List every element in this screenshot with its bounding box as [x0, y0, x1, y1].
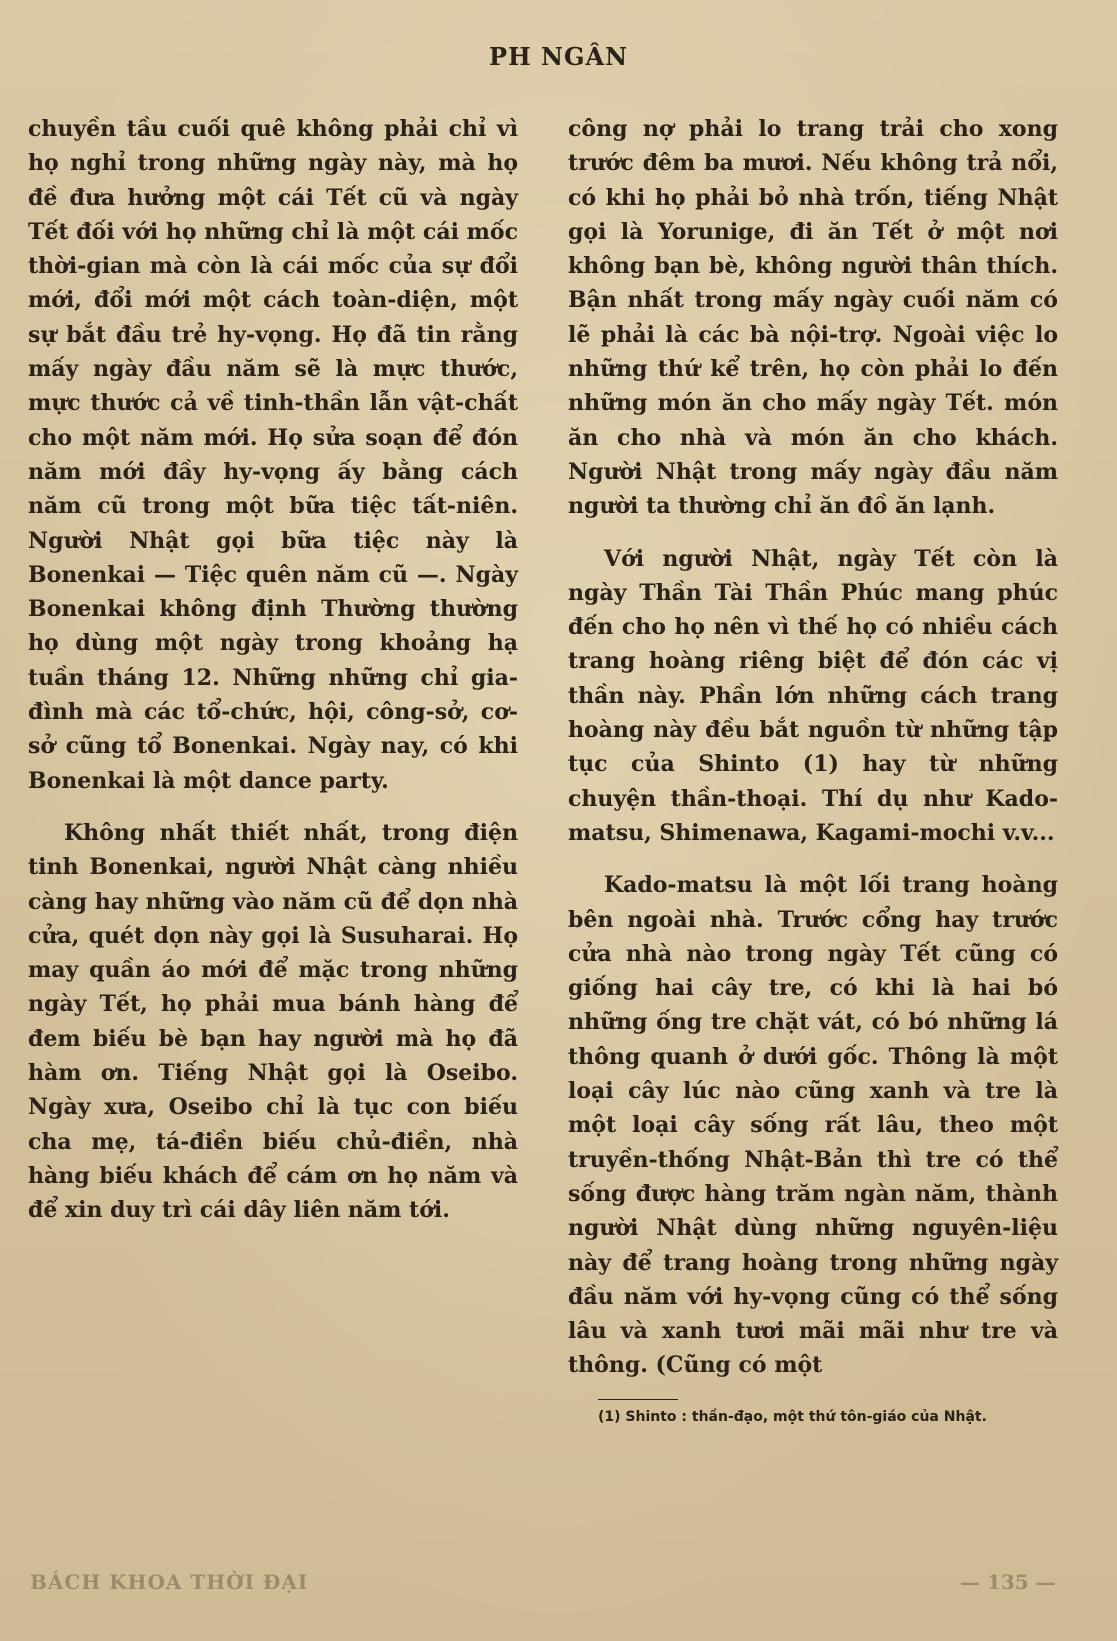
right-column [568, 112, 1058, 1426]
footnote: (1) Shinto : thần-đạo, một thứ tôn-giáo của Nhật. [598, 1408, 987, 1425]
right-paragraph-2: Với người Nhật, ngày Tết còn là ngày Thần Tài Thần Phúc mang phúc đến cho họ nên vì thế họ có nhiều cách trang hoàng riêng biệt để đón các vị thần này. Phần lớn những cách trang hoàng này đều bắt nguồn từ những tập tục của Shinto (1) hay từ những chuyện thần-thoại. Thí dụ như Kado-matsu, Shimenawa, Kagami-mochi v.v... [568, 545, 1058, 846]
page-number: — 135 — [960, 1570, 1056, 1594]
footnote-divider [598, 1399, 678, 1400]
left-paragraph-1: chuyền tầu cuối quê không phải chỉ vì họ nghỉ trong những ngày này, mà họ đề đưa hưởng một cái Tết cũ và ngày Tết đối với họ những chỉ là một cái mốc thời-gian mà còn là cái mốc của sự đổi mới, đổi mới một cách toàn-diện, một sự bắt đầu trẻ hy-vọng. Họ đã tin rằng mấy ngày đầu năm sẽ là mực thước, mực thước cả về tinh-thần lẫn vật-chất cho một năm mới. Họ sửa soạn để đón năm mới đầy hy-vọng ấy bằng cách năm cũ trong một bữa tiệc tất-niên. Người Nhật gọi bữa tiệc này là Bonenkai — Tiệc quên năm cũ —. Ngày Bonenkai không định Thường thường họ dùng một ngày trong khoảng hạ tuần tháng 12. Những những chỉ gia-đình mà các tổ-chức, hội, công-sở, cơ-sở cũng tổ Bonenkai. Ngày nay, có khi Bonenkai là một dance party. [28, 116, 518, 794]
left-column [28, 112, 518, 1228]
right-paragraph-1: công nợ phải lo trang trải cho xong trước đêm ba mươi. Nếu không trả nổi, có khi họ phải bỏ nhà trốn, tiếng Nhật gọi là Yorunige, đi ăn Tết ở một nơi không bạn bè, không người thân thích. Bận nhất trong mấy ngày cuối năm có lẽ phải là các bà nội-trợ. Ngoài việc lo những thứ kể trên, họ còn phải lo đến những món ăn cho mấy ngày Tết. món ăn cho nhà và món ăn cho khách. Người Nhật trong mấy ngày đầu năm người ta thường chỉ ăn đồ ăn lạnh. [568, 116, 1058, 520]
footer-publication: BÁCH KHOA THỜI ĐẠI [30, 1570, 309, 1594]
left-paragraph-2: Không nhất thiết nhất, trong điện tinh Bonenkai, người Nhật càng nhiều càng hay những vào năm cũ để dọn nhà cửa, quét dọn này gọi là Susuharai. Họ may quần áo mới để mặc trong những ngày Tết, họ phải mua bánh hàng để đem biếu bè bạn hay người mà họ đã hàm ơn. Tiếng Nhật gọi là Oseibo. Ngày xưa, Oseibo chỉ là tục con biếu cha mẹ, tá-điền biếu chủ-điền, nhà hàng biếu khách để cám ơn họ năm và để xin duy trì cái dây liên năm tới. [28, 819, 518, 1224]
right-paragraph-3: Kado-matsu là một lối trang hoàng bên ngoài nhà. Trước cổng hay trước cửa nhà nào trong ngày Tết cũng có giống hai cây tre, có khi là hai bó những ống tre chặt vát, có bó những lá thông quanh ở dưới gốc. Thông là một loại cây lúc nào cũng xanh và tre là một loại cây sống rất lâu, theo một truyền-thống Nhật-Bản thì tre có thể sống được hàng trăm ngàn năm, thành người Nhật dùng những nguyên-liệu này để trang hoàng trong những ngày đầu năm với hy-vọng cũng có thể sống lâu và xanh tươi mãi mãi như tre và thông. (Cũng có một [568, 872, 1058, 1379]
page-header: PH NGÂN [488, 42, 629, 71]
